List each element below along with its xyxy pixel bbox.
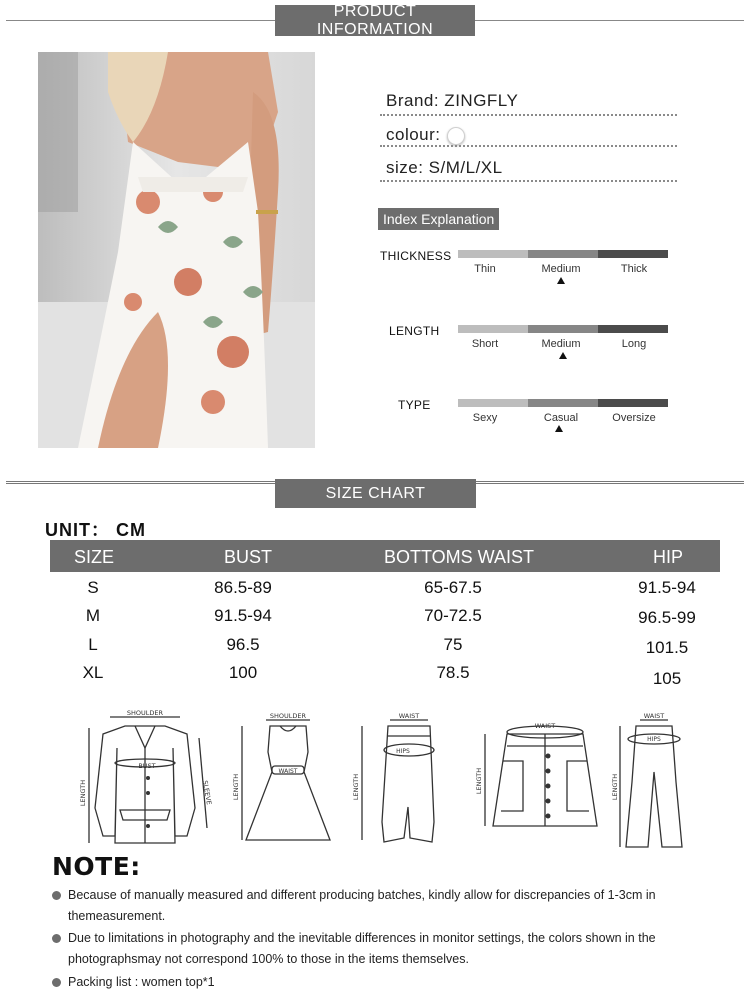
cell-bust: 100 xyxy=(228,663,258,682)
skirt-measurement-diagram xyxy=(348,712,448,847)
colour-label: colour: xyxy=(386,125,441,144)
dress-measurement-diagram xyxy=(228,712,338,847)
cell-size: S xyxy=(87,578,99,597)
banner-text: PRODUCT INFORMATION xyxy=(316,2,434,38)
cell-bust: 96.5 xyxy=(226,635,260,654)
scale-option: Long xyxy=(621,338,647,350)
cell-hip: 91.5-94 xyxy=(638,578,696,597)
jacket-measurement-diagram xyxy=(75,708,215,848)
bust-label: BUST xyxy=(138,762,156,770)
length-label: LENGTH xyxy=(475,767,483,795)
header-hip: HIP xyxy=(653,547,684,567)
hips-label: HIPS xyxy=(647,736,661,743)
scale-name-length: LENGTH xyxy=(389,324,440,338)
dotted-divider xyxy=(380,145,677,147)
note-text: Packing list : women top*1 xyxy=(68,975,215,989)
index-explanation-label: Index Explanation xyxy=(378,208,499,230)
cell-bust: 91.5-94 xyxy=(214,606,272,625)
pants-measurement-diagram xyxy=(612,712,692,852)
selected-indicator-icon xyxy=(557,277,565,284)
cell-bust: 86.5-89 xyxy=(214,578,272,597)
size-text: size: S/M/L/XL xyxy=(386,158,503,177)
header-bust: BUST xyxy=(224,547,273,567)
cell-hip: 96.5-99 xyxy=(638,608,696,627)
selected-indicator-icon xyxy=(559,352,567,359)
sleeve-label: SLEEVE xyxy=(200,779,214,806)
waist-label: WAIST xyxy=(278,768,298,775)
scale-option: Casual xyxy=(543,412,579,424)
note-title: NOTE: xyxy=(52,852,141,881)
scale-option: Thick xyxy=(620,263,648,275)
length-label: LENGTH xyxy=(352,773,360,801)
length-label: LENGTH xyxy=(232,773,240,801)
note-text: Because of manually measured and different producing batches, kindly allow for discrepancies of 1-3cm in themeasurement. xyxy=(68,888,656,923)
dress-photo-illustration xyxy=(38,52,315,448)
product-photo xyxy=(38,52,315,448)
length-label: LENGTH xyxy=(611,773,619,801)
shoulder-label: SHOULDER xyxy=(126,709,164,717)
dotted-divider xyxy=(380,180,677,182)
shoulder-label: SHOULDER xyxy=(269,712,307,720)
cell-size: M xyxy=(85,606,101,625)
scale-name-type: TYPE xyxy=(398,398,431,412)
cell-size: XL xyxy=(82,663,104,682)
banner-text: SIZE CHART xyxy=(325,484,426,502)
cell-size: L xyxy=(88,635,98,654)
scale-option: Sexy xyxy=(472,412,498,424)
colour-row xyxy=(386,125,465,145)
brand-text: Brand: ZINGFLY xyxy=(386,91,519,110)
cell-waist: 75 xyxy=(443,635,463,654)
waist-label: WAIST xyxy=(643,712,665,720)
length-scale-bar xyxy=(458,325,668,333)
scale-name-thickness: THICKNESS xyxy=(380,249,452,263)
selected-indicator-icon xyxy=(555,425,563,432)
scale-option: Medium xyxy=(541,338,581,350)
bullet-icon xyxy=(52,978,61,987)
bullet-icon xyxy=(52,891,61,900)
scale-option: Thin xyxy=(474,263,496,275)
dotted-divider xyxy=(380,114,677,116)
white-color-swatch xyxy=(447,127,465,145)
scale-option: Short xyxy=(471,338,499,350)
thickness-scale-bar xyxy=(458,250,668,258)
cell-waist: 70-72.5 xyxy=(424,606,482,625)
header-bottoms-waist: BOTTOMS WAIST xyxy=(384,547,535,567)
cell-hip: 101.5 xyxy=(645,638,689,657)
note-item xyxy=(52,885,692,927)
header-size: SIZE xyxy=(74,547,115,567)
scale-option: Oversize xyxy=(612,412,656,424)
length-label: LENGTH xyxy=(79,779,87,807)
type-scale-bar xyxy=(458,399,668,407)
cell-waist: 78.5 xyxy=(436,663,470,682)
product-information-banner xyxy=(275,2,475,38)
note-text: Due to limitations in photography and the inevitable differences in monitor settings, the colors shown in the photographsmay not correspond 100% to those in the items themselves. xyxy=(68,931,656,966)
waist-label: WAIST xyxy=(534,722,556,730)
note-item xyxy=(52,928,692,970)
cell-hip: 105 xyxy=(652,669,682,688)
scale-option: Medium xyxy=(541,263,581,275)
note-item xyxy=(52,972,692,993)
unit-label: UNIT： CM xyxy=(45,520,146,540)
hips-label: HIPS xyxy=(396,748,410,755)
waist-label: WAIST xyxy=(398,712,420,720)
mini-skirt-measurement-diagram xyxy=(475,716,605,841)
size-chart-banner xyxy=(275,479,476,508)
cell-waist: 65-67.5 xyxy=(424,578,482,597)
size-table-header xyxy=(50,540,720,572)
bullet-icon xyxy=(52,934,61,943)
